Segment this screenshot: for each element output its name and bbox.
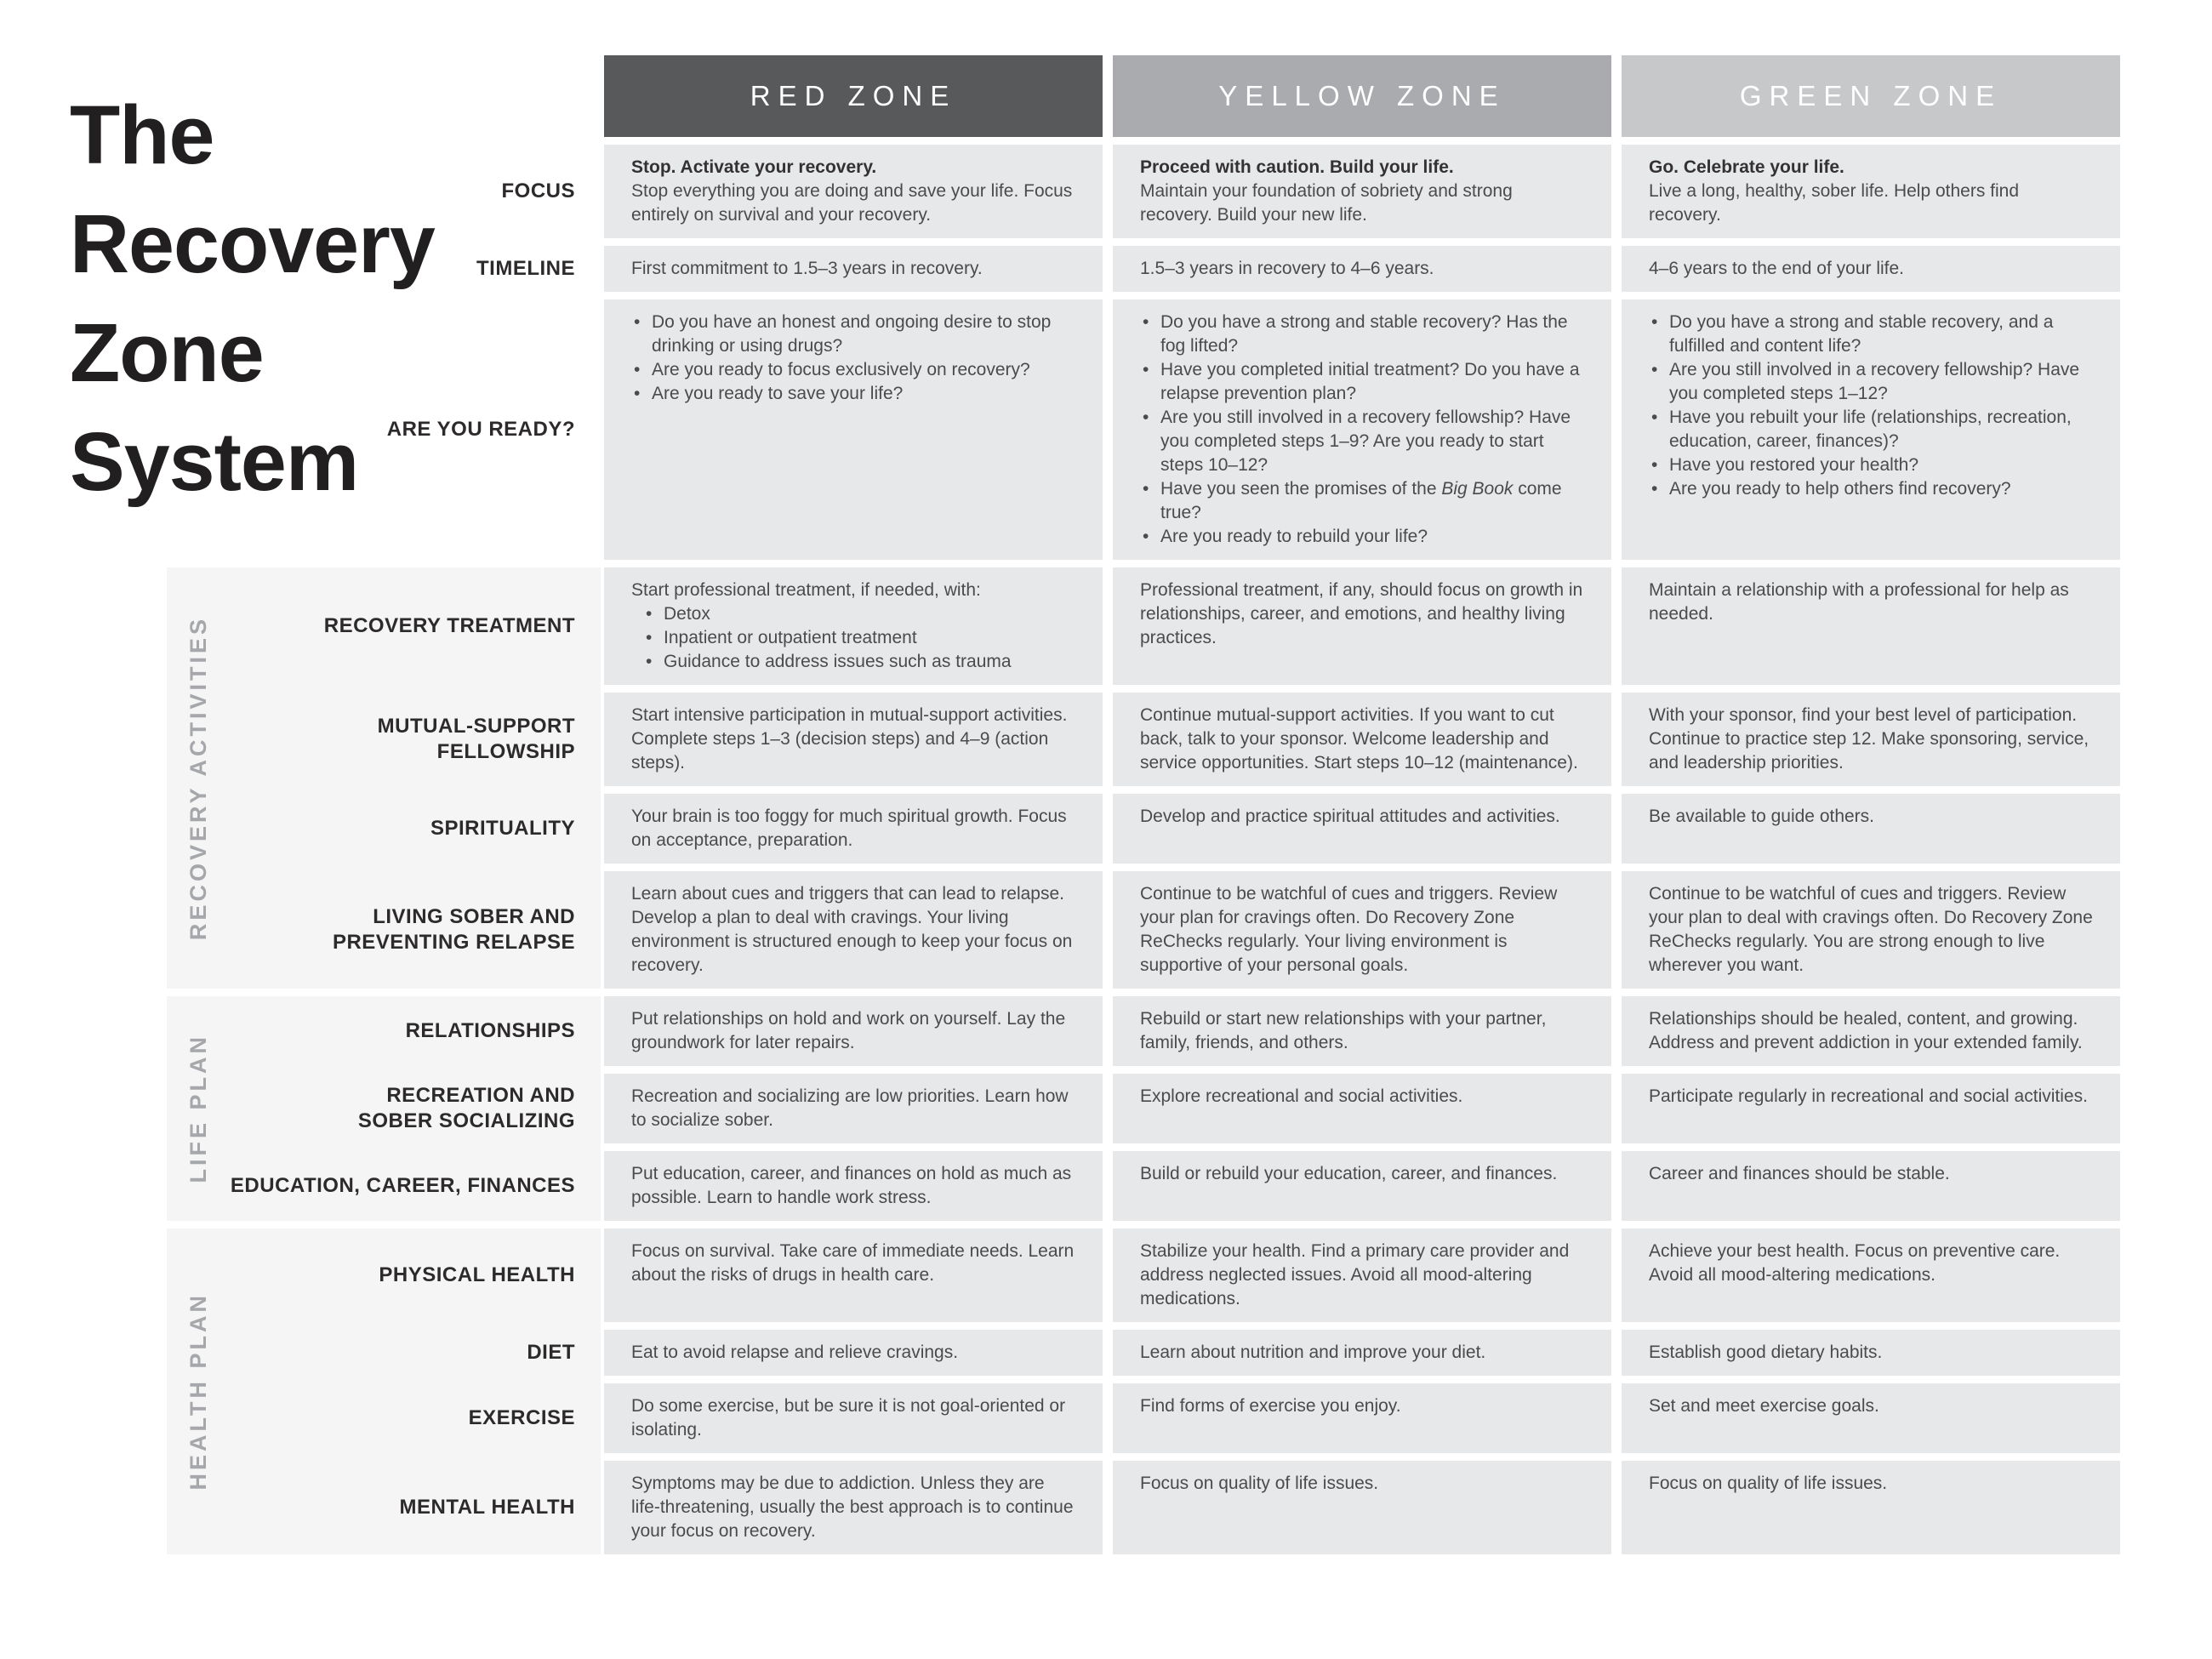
page-title-line: System xyxy=(70,415,359,509)
cell-living-sober-and-preventing-relapse-red xyxy=(604,871,1103,989)
cell-text: Set and meet exercise goals. xyxy=(1649,1396,1879,1416)
row-focus xyxy=(0,145,2120,238)
row-label-cell-timeline xyxy=(0,246,594,292)
cell-spirituality-green xyxy=(1622,794,2120,864)
bullet-item: • Have you rebuilt your life (relationships, recreation, education, career, finances)? xyxy=(1649,406,2093,453)
bullet-item: • Have you completed initial treatment? Do you have a relapse prevention plan? xyxy=(1140,358,1584,406)
section-overview xyxy=(0,145,2120,560)
row-label-cell-living-sober-and-preventing-relapse xyxy=(0,871,594,989)
row-label-mutual-support-fellowship xyxy=(378,714,575,765)
row-label-line: LIVING SOBER AND xyxy=(373,905,575,928)
cell-text: Continue to be watchful of cues and triggers. Review your plan to deal with cravings often. Do Recovery Zone ReChecks regularly. You are strong enough to live wherever you want. xyxy=(1649,884,2093,975)
row-label-line: SOBER SOCIALIZING xyxy=(357,1109,575,1132)
section-life-plan xyxy=(0,996,2120,1221)
cell-text: Stop everything you are doing and save your life. Focus entirely on survival and your recovery. xyxy=(631,181,1073,225)
row-exercise xyxy=(0,1383,2120,1453)
cell-recovery-treatment-red xyxy=(604,567,1103,685)
cell-exercise-red xyxy=(604,1383,1103,1453)
row-label-cell-mutual-support-fellowship xyxy=(0,693,594,786)
cell-text: Do some exercise, but be sure it is not goal-oriented or isolating. xyxy=(631,1396,1066,1440)
row-label-physical-health xyxy=(379,1263,575,1288)
row-mutual-support-fellowship xyxy=(0,693,2120,786)
cell-recreation-and-sober-socializing-red xyxy=(604,1074,1103,1143)
row-recovery-treatment xyxy=(0,567,2120,685)
cell-physical-health-yellow xyxy=(1113,1229,1611,1322)
row-label-line: RECREATION AND xyxy=(386,1084,575,1107)
cell-lead: Proceed with caution. Build your life. xyxy=(1140,157,1454,177)
row-label-living-sober-and-preventing-relapse xyxy=(333,904,575,955)
bullet-item: • Detox xyxy=(643,602,1075,626)
cell-text: Put education, career, and finances on hold as much as possible. Learn to handle work stress. xyxy=(631,1164,1072,1207)
row-label-cell-recovery-treatment xyxy=(0,567,594,685)
cell-text: Maintain your foundation of sobriety and strong recovery. Build your new life. xyxy=(1140,181,1513,225)
page-title-line: The xyxy=(70,88,214,181)
cell-exercise-yellow xyxy=(1113,1383,1611,1453)
bullet-item: • Have you seen the promises of the Big Book come true? xyxy=(1140,477,1584,525)
bullet-list xyxy=(643,602,1075,674)
row-label-line: RELATIONSHIPS xyxy=(405,1019,575,1042)
row-label-cell-focus xyxy=(0,145,594,238)
bullet-item: • Are you ready to save your life? xyxy=(631,382,1075,406)
cell-mental-health-yellow xyxy=(1113,1461,1611,1554)
row-living-sober-and-preventing-relapse xyxy=(0,871,2120,989)
row-label-line: TIMELINE xyxy=(476,257,575,280)
cell-text: Rebuild or start new relationships with your partner, family, friends, and others. xyxy=(1140,1009,1547,1052)
cell-focus-red xyxy=(604,145,1103,238)
cell-text: Live a long, healthy, sober life. Help others find recovery. xyxy=(1649,181,2020,225)
zone-header-label-yellow: YELLOW ZONE xyxy=(1218,80,1506,111)
cell-text: Career and finances should be stable. xyxy=(1649,1164,1950,1183)
row-physical-health xyxy=(0,1229,2120,1322)
cell-text: Continue mutual-support activities. If you want to cut back, talk to your sponsor. Welcome leadership and service opportunities. Start steps 10–12 (maintenance). xyxy=(1140,705,1578,772)
row-label-cell-mental-health xyxy=(0,1461,594,1554)
cell-recreation-and-sober-socializing-yellow xyxy=(1113,1074,1611,1143)
row-mental-health xyxy=(0,1461,2120,1554)
cell-text: Eat to avoid relapse and relieve cravings. xyxy=(631,1343,959,1362)
cell-mental-health-green xyxy=(1622,1461,2120,1554)
row-label-recreation-and-sober-socializing xyxy=(358,1083,575,1134)
row-label-cell-spirituality xyxy=(0,794,594,864)
cell-text: Build or rebuild your education, career, and finances. xyxy=(1140,1164,1558,1183)
page-title-line: Zone xyxy=(70,306,264,400)
cell-text: Put relationships on hold and work on yourself. Lay the groundwork for later repairs. xyxy=(631,1009,1066,1052)
cell-spirituality-yellow xyxy=(1113,794,1611,864)
cell-mental-health-red xyxy=(604,1461,1103,1554)
cell-diet-red xyxy=(604,1330,1103,1376)
zone-header-yellow xyxy=(1113,55,1611,137)
cell-exercise-green xyxy=(1622,1383,2120,1453)
row-label-cell-diet xyxy=(0,1330,594,1376)
row-label-line: EXERCISE xyxy=(468,1406,575,1429)
row-diet xyxy=(0,1330,2120,1376)
cell-mutual-support-fellowship-red xyxy=(604,693,1103,786)
bullet-list xyxy=(631,311,1075,406)
zone-header-label-green: GREEN ZONE xyxy=(1739,80,2003,111)
row-label-line: PREVENTING RELAPSE xyxy=(332,931,575,954)
cell-physical-health-green xyxy=(1622,1229,2120,1322)
cell-are-you-ready-yellow xyxy=(1113,299,1611,560)
cell-spirituality-red xyxy=(604,794,1103,864)
group-label-health-plan: HEALTH PLAN xyxy=(185,1292,211,1491)
bullet-item: • Inpatient or outpatient treatment xyxy=(643,626,1075,650)
cell-diet-green xyxy=(1622,1330,2120,1376)
bullet-item: • Do you have an honest and ongoing desire to stop drinking or using drugs? xyxy=(631,311,1075,358)
cell-text: Achieve your best health. Focus on preventive care. Avoid all mood-altering medications. xyxy=(1649,1241,2061,1285)
cell-physical-health-red xyxy=(604,1229,1103,1322)
cell-text: Professional treatment, if any, should focus on growth in relationships, career, and emotions, and healthy living practices. xyxy=(1140,580,1583,647)
cell-text: Be available to guide others. xyxy=(1649,807,1875,826)
row-label-recovery-treatment xyxy=(324,613,575,639)
row-label-line: EDUCATION, CAREER, FINANCES xyxy=(230,1174,575,1197)
bullet-item: • Are you ready to focus exclusively on recovery? xyxy=(631,358,1075,382)
bullet-item: • Are you ready to help others find recovery? xyxy=(1649,477,2093,501)
cell-lead: Stop. Activate your recovery. xyxy=(631,157,877,177)
cell-text: Focus on quality of life issues. xyxy=(1140,1474,1379,1493)
recovery-zone-table xyxy=(0,55,2120,1554)
cell-text: Relationships should be healed, content, and growing. Address and prevent addiction in your extended family. xyxy=(1649,1009,2083,1052)
header-row xyxy=(0,55,2120,137)
cell-text: Focus on quality of life issues. xyxy=(1649,1474,1888,1493)
cell-relationships-yellow xyxy=(1113,996,1611,1066)
group-label-life-plan: LIFE PLAN xyxy=(185,1034,211,1183)
cell-timeline-red xyxy=(604,246,1103,292)
cell-text: Learn about cues and triggers that can lead to relapse. Develop a plan to deal with cravings. Your living environment is structured enough to keep your focus on recovery. xyxy=(631,884,1073,975)
cell-mutual-support-fellowship-green xyxy=(1622,693,2120,786)
row-education-career-finances xyxy=(0,1151,2120,1221)
row-label-spirituality xyxy=(430,816,575,841)
cell-are-you-ready-green xyxy=(1622,299,2120,560)
cell-text: Participate regularly in recreational and social activities. xyxy=(1649,1086,2088,1106)
cell-text: Start intensive participation in mutual-support activities. Complete steps 1–3 (decision steps) and 4–9 (action steps). xyxy=(631,705,1068,772)
bullet-item: • Have you restored your health? xyxy=(1649,453,2093,477)
zone-header-red xyxy=(604,55,1103,137)
row-label-line: MUTUAL-SUPPORT xyxy=(377,715,575,738)
cell-mutual-support-fellowship-yellow xyxy=(1113,693,1611,786)
row-label-mental-health xyxy=(400,1495,575,1520)
bullet-item: • Do you have a strong and stable recovery, and a fulfilled and content life? xyxy=(1649,311,2093,358)
cell-text: First commitment to 1.5–3 years in recovery. xyxy=(631,259,983,278)
bullet-item: • Do you have a strong and stable recovery? Has the fog lifted? xyxy=(1140,311,1584,358)
row-label-cell-exercise xyxy=(0,1383,594,1453)
cell-text: Explore recreational and social activities. xyxy=(1140,1086,1463,1106)
row-label-cell-relationships xyxy=(0,996,594,1066)
group-label-recovery-activities: RECOVERY ACTIVITIES xyxy=(185,615,211,941)
row-timeline xyxy=(0,246,2120,292)
cell-text: Establish good dietary habits. xyxy=(1649,1343,1883,1362)
row-label-line: RECOVERY TREATMENT xyxy=(323,614,575,637)
zone-header-label-red: RED ZONE xyxy=(750,80,957,111)
cell-recovery-treatment-green xyxy=(1622,567,2120,685)
row-spirituality xyxy=(0,794,2120,864)
row-label-relationships xyxy=(406,1018,575,1044)
cell-recovery-treatment-yellow xyxy=(1113,567,1611,685)
page-title-line: Recovery xyxy=(70,197,435,291)
bullet-list xyxy=(1140,311,1584,549)
cell-text: Symptoms may be due to addiction. Unless they are life-threatening, usually the best approach is to continue your focus on recovery. xyxy=(631,1474,1074,1541)
section-health-plan xyxy=(0,1229,2120,1554)
row-label-line: SPIRITUALITY xyxy=(430,817,575,840)
cell-education-career-finances-yellow xyxy=(1113,1151,1611,1221)
cell-text: Develop and practice spiritual attitudes and activities. xyxy=(1140,807,1560,826)
row-label-diet xyxy=(527,1340,575,1365)
bullet-item: • Are you still involved in a recovery fellowship? Have you completed steps 1–9? Are you ready to start steps 10–12? xyxy=(1140,406,1584,477)
cell-recreation-and-sober-socializing-green xyxy=(1622,1074,2120,1143)
row-label-line: DIET xyxy=(527,1341,575,1364)
cell-focus-green xyxy=(1622,145,2120,238)
bullet-item: • Are you still involved in a recovery fellowship? Have you completed steps 1–12? xyxy=(1649,358,2093,406)
cell-text: Maintain a relationship with a professional for help as needed. xyxy=(1649,580,2069,624)
cell-text: 4–6 years to the end of your life. xyxy=(1649,259,1905,278)
cell-are-you-ready-red xyxy=(604,299,1103,560)
cell-timeline-green xyxy=(1622,246,2120,292)
row-recreation-and-sober-socializing xyxy=(0,1074,2120,1143)
cell-relationships-green xyxy=(1622,996,2120,1066)
cell-living-sober-and-preventing-relapse-yellow xyxy=(1113,871,1611,989)
bullet-item: • Guidance to address issues such as trauma xyxy=(643,650,1075,674)
row-label-line: ARE YOU READY? xyxy=(386,418,575,441)
cell-living-sober-and-preventing-relapse-green xyxy=(1622,871,2120,989)
cell-relationships-red xyxy=(604,996,1103,1066)
cell-timeline-yellow xyxy=(1113,246,1611,292)
cell-education-career-finances-red xyxy=(604,1151,1103,1221)
cell-focus-yellow xyxy=(1113,145,1611,238)
cell-text: Your brain is too foggy for much spiritual growth. Focus on acceptance, preparation. xyxy=(631,807,1067,850)
cell-text: Recreation and socializing are low priorities. Learn how to socialize sober. xyxy=(631,1086,1069,1130)
row-label-cell-recreation-and-sober-socializing xyxy=(0,1074,594,1143)
row-label-line: MENTAL HEALTH xyxy=(399,1496,575,1519)
row-label-cell-are-you-ready xyxy=(0,299,594,560)
row-are-you-ready xyxy=(0,299,2120,560)
row-label-line: FELLOWSHIP xyxy=(436,740,575,763)
cell-text: Learn about nutrition and improve your diet. xyxy=(1140,1343,1486,1362)
row-relationships xyxy=(0,996,2120,1066)
header-label-spacer xyxy=(0,55,594,137)
row-label-timeline xyxy=(476,256,575,282)
row-label-cell-physical-health xyxy=(0,1229,594,1322)
section-recovery-activities xyxy=(0,567,2120,989)
row-label-are-you-ready xyxy=(387,417,575,442)
row-label-line: FOCUS xyxy=(501,180,575,202)
cell-text: Find forms of exercise you enjoy. xyxy=(1140,1396,1401,1416)
cell-text: Start professional treatment, if needed, with: xyxy=(631,580,981,600)
cell-text: With your sponsor, find your best level of participation. Continue to practice step 12. Make sponsoring, service, and leadership priorities. xyxy=(1649,705,2089,772)
zone-header-green xyxy=(1622,55,2120,137)
cell-diet-yellow xyxy=(1113,1330,1611,1376)
row-label-exercise xyxy=(469,1405,575,1431)
cell-text: 1.5–3 years in recovery to 4–6 years. xyxy=(1140,259,1434,278)
cell-text: Continue to be watchful of cues and triggers. Review your plan for cravings often. Do Recovery Zone ReChecks regularly. Your living environment is supportive of your personal goals. xyxy=(1140,884,1558,975)
row-label-focus xyxy=(502,179,576,204)
bullet-list xyxy=(1649,311,2093,501)
row-label-cell-education-career-finances xyxy=(0,1151,594,1221)
row-label-education-career-finances xyxy=(231,1173,575,1199)
cell-text: Focus on survival. Take care of immediate needs. Learn about the risks of drugs in health care. xyxy=(631,1241,1075,1285)
cell-text: Stabilize your health. Find a primary care provider and address neglected issues. Avoid all mood-altering medications. xyxy=(1140,1241,1570,1308)
bullet-item: • Are you ready to rebuild your life? xyxy=(1140,525,1584,549)
cell-lead: Go. Celebrate your life. xyxy=(1649,157,1844,177)
row-label-line: PHYSICAL HEALTH xyxy=(379,1263,575,1286)
cell-education-career-finances-green xyxy=(1622,1151,2120,1221)
